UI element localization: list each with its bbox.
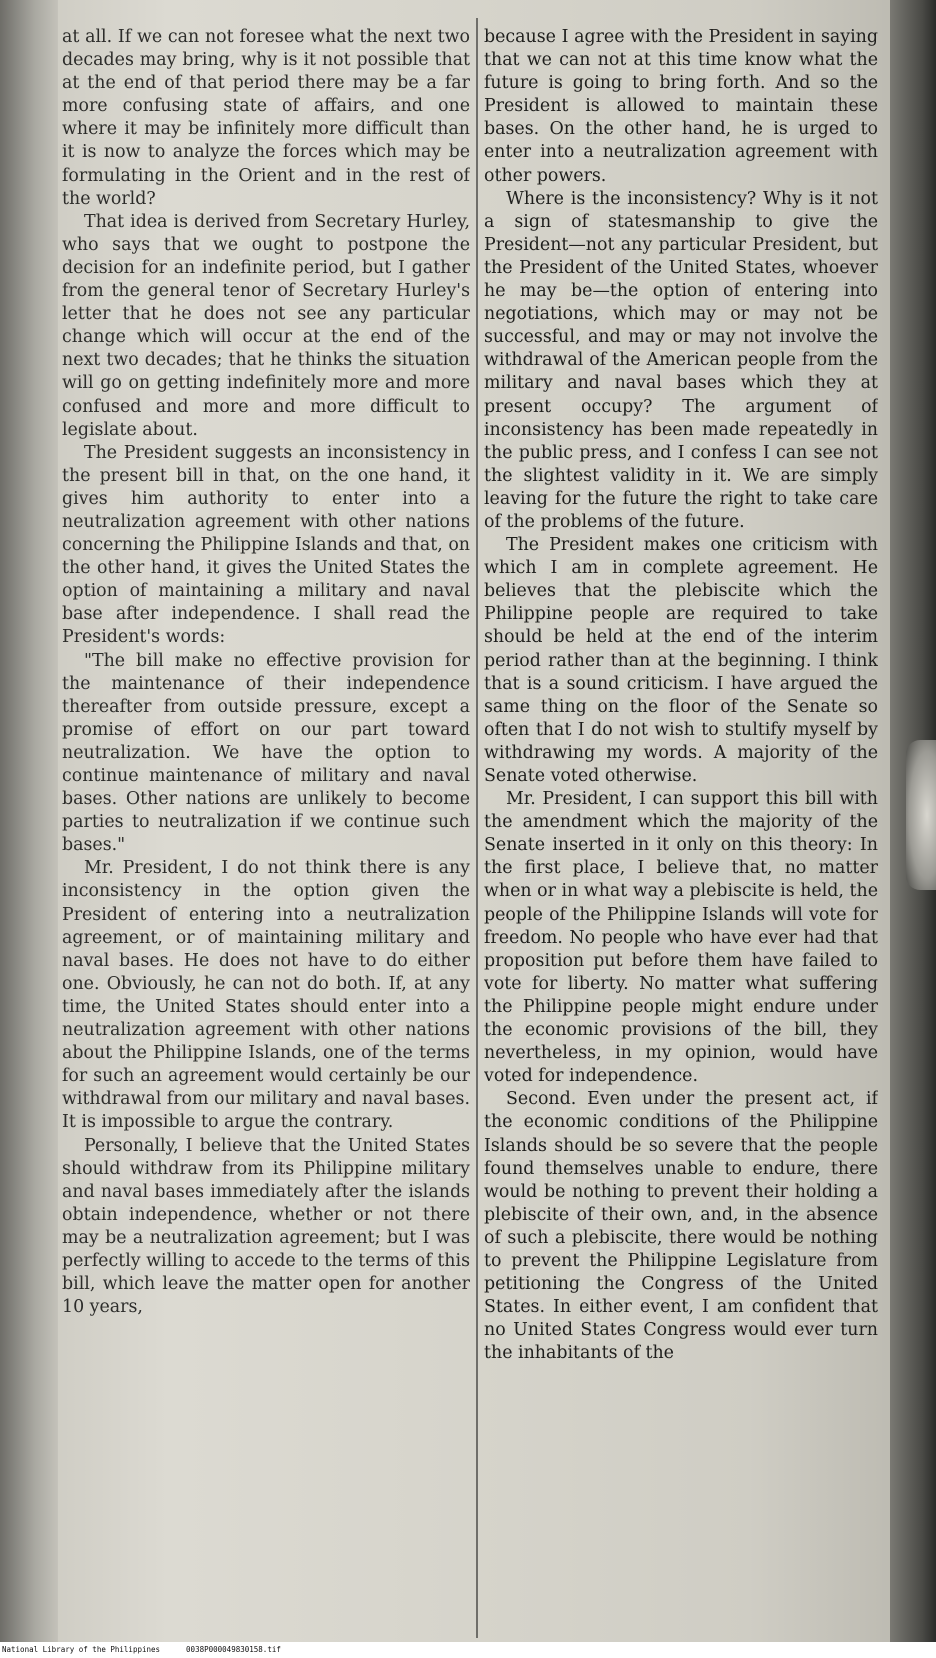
scan-footer-bar [0, 1642, 936, 1658]
page-left-edge-shadow [0, 0, 58, 1642]
binding-tab [906, 740, 936, 890]
left-paragraph-6: Personally, I believe that the United States should withdraw from its Philippine military and naval bases immediately after the islands obtain independence, whether or not there may be a neutralization agreement; but I was perfectly willing to accede to the terms of this bill, which leave the matter open for another 10 years, [62, 1135, 470, 1318]
right-paragraph-5: Second. Even under the present act, if the economic conditions of the Philippine Islands should be so severe that the people found themselves unable to endure, there would be nothing to prevent their holding a plebiscite of their own, and, in the absence of such a plebiscite, there would be nothing to prevent the Philippine Legislature from petitioning the Congress of the United States. In either event, I am confident that no United States Congress would ever turn the inhabitants of the [484, 1089, 878, 1364]
library-label: National Library of the Philippines [2, 1645, 161, 1654]
right-paragraph-1: because I agree with the President in saying that we can not at this time know what the future is going to bring forth. And so the President is allowed to maintain these bases. On the other hand, he is urged to enter into a neutralization agreement with other powers. [484, 27, 878, 186]
left-paragraph-quote: "The bill make no effective provision for the maintenance of their independence thereafter from outside pressure, except a promise of effort on our part toward neutralization. We have the option to continue maintenance of military and naval bases. Other nations are unlikely to become parties to neutralization if we continue such bases." [62, 650, 470, 856]
left-paragraph-5: Mr. President, I do not think there is any inconsistency in the option given the President of entering into a neutralization agreement, or of maintaining military and naval bases. He does not have to do either one. Obviously, he can not do both. If, at any time, the United States should enter into a neutralization agreement with other nations about the Philippine Islands, one of the terms for such an agreement would certainly be our withdrawal from our military and naval bases. It is impossible to argue the contrary. [62, 858, 470, 1133]
file-id-label: 0038P000049830158.tif [186, 1645, 281, 1654]
right-paragraph-2: Where is the inconsistency? Why is it not a sign of statesmanship to give the President—not any particular President, but the President of the United States, whoever he may be—the option of entering into negotiations, which may or may not be successful, and may or may not involve the withdrawal of the American people from the military and naval bases which they at present occupy? The argument of inconsistency has been made repeatedly in the public press, and I confess I can see not the slightest validity in it. We are simply leaving for the future the right to take care of the problems of the future. [484, 188, 878, 532]
right-text-column [484, 26, 878, 1642]
left-paragraph-3: The President suggests an inconsistency in the present bill in that, on the one hand, it gives him authority to enter into a neutralization agreement with other nations concerning the Philippine Islands and that, on the other hand, it gives the United States the option of maintaining a military and naval base after independence. I shall read the President's words: [62, 442, 470, 648]
right-paragraph-3: The President makes one criticism with which I am in complete agreement. He believes that the plebiscite which the Philippine people are required to take should be held at the end of the interim period rather than at the beginning. I think that is a sound criticism. I have argued the same thing on the floor of the Senate so often that I do not wish to stultify myself by withdrawing my words. A majority of the Senate voted otherwise. [484, 535, 878, 786]
column-divider [476, 18, 478, 1638]
left-text-column [62, 26, 470, 1642]
left-paragraph-2: That idea is derived from Secretary Hurley, who says that we ought to postpone the decision for an indefinite period, but I gather from the general tenor of Secretary Hurley's letter that he does not see any particular change which will occur at the end of the next two decades; that he thinks the situation will go on getting indefinitely more and more confused and more and more difficult to legislate about. [62, 211, 470, 440]
left-paragraph-1: at all. If we can not foresee what the next two decades may bring, why is it not possible that at the end of that period there may be a far more confusing state of affairs, and one where it may be infinitely more difficult than it is now to analyze the forces which may be formulating in the Orient and in the rest of the world? [62, 27, 470, 209]
right-paragraph-4: Mr. President, I can support this bill with the amendment which the majority of the Senate inserted in it only on this theory: In the first place, I believe that, no matter when or in what way a plebiscite is held, the people of the Philippine Islands will vote for freedom. No people who have ever had that proposition put before them have failed to vote for liberty. No matter what suffering the Philippine people might endure under the economic provisions of the bill, they nevertheless, in my opinion, would have voted for independence. [484, 789, 878, 1087]
